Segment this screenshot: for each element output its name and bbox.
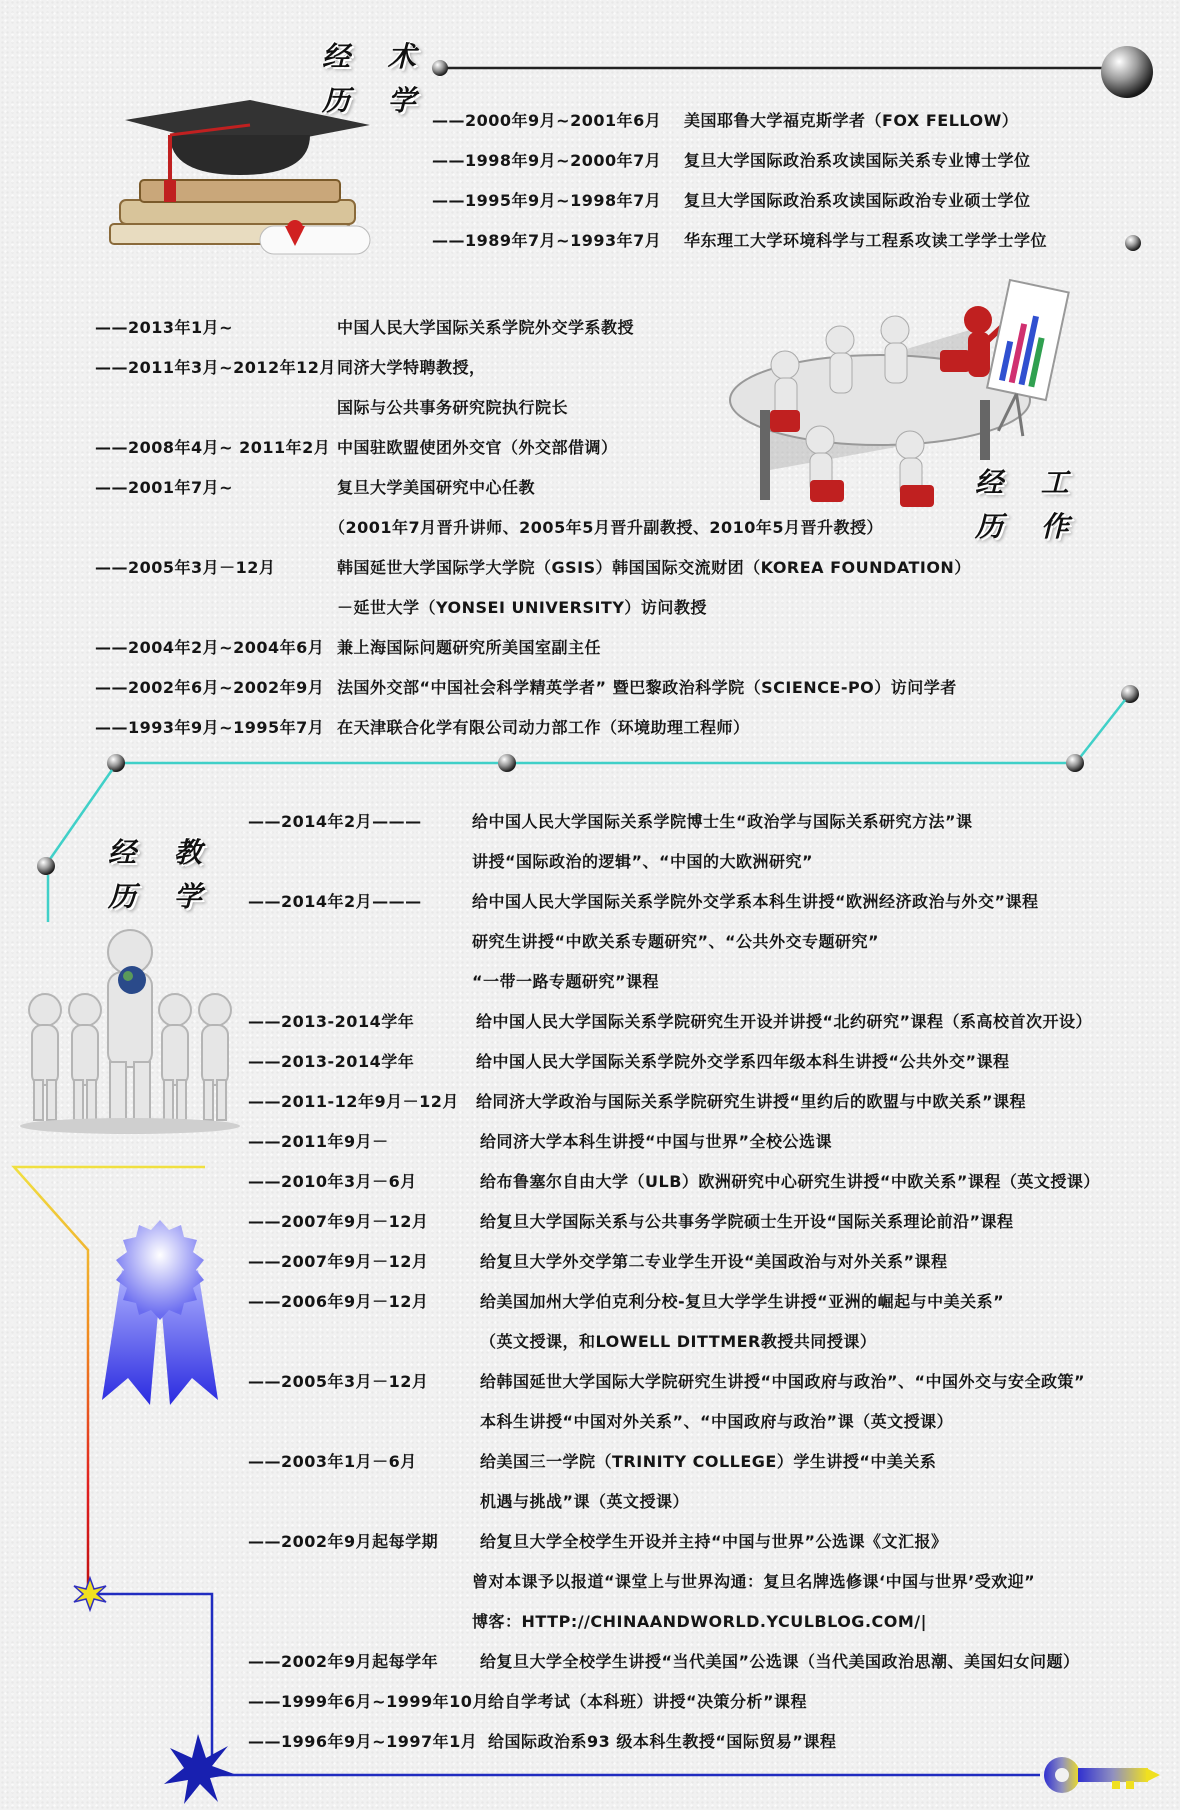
- teaching-text: 给同济大学本科生讲授“中国与世界”全校公选课: [480, 1132, 833, 1151]
- work-date: ——2002年6月~2002年9月: [95, 678, 325, 697]
- work-text: （2001年7月晋升讲师、2005年5月晋升副教授、2010年5月晋升教授）: [329, 518, 883, 537]
- academic-title-bottom: 历 学: [322, 84, 430, 117]
- teaching-date: ——2007年9月－12月: [248, 1212, 429, 1231]
- teaching-text: 给美国加州大学伯克利分校-复旦大学学生讲授“亚洲的崛起与中美关系”: [480, 1292, 1005, 1311]
- work-text: 兼上海国际问题研究所美国室副主任: [337, 638, 602, 657]
- teaching-date: ——2014年2月———: [248, 812, 422, 831]
- teaching-date: ——2011年9月－: [248, 1132, 389, 1151]
- work-title-top: 经 工: [975, 466, 1083, 499]
- top-ball-icon: [1101, 46, 1153, 98]
- academic-text: 华东理工大学环境科学与工程系攻读工学学士学位: [684, 231, 1048, 250]
- teaching-date: ——2014年2月———: [248, 892, 422, 911]
- teaching-date: ——2002年9月起每学年: [248, 1652, 439, 1671]
- teaching-text: 给布鲁塞尔自由大学（ULB）欧洲研究中心研究生讲授“中欧关系”课程（英文授课）: [480, 1172, 1100, 1191]
- teaching-date: ——2006年9月－12月: [248, 1292, 429, 1311]
- work-text: 同济大学特聘教授，: [337, 358, 486, 377]
- work-date: ——2013年1月~: [95, 318, 234, 337]
- teaching-date: ——2002年9月起每学期: [248, 1532, 439, 1551]
- teaching-date: ——1999年6月~1999年10月: [248, 1692, 489, 1711]
- teaching-text: 机遇与挑战”课（英文授课）: [480, 1492, 690, 1511]
- teaching-text: 给复旦大学全校学生讲授“当代美国”公选课（当代美国政治思潮、美国妇女问题）: [480, 1652, 1080, 1671]
- work-date: ——2005年3月－12月: [95, 558, 276, 577]
- work-text: －延世大学（YONSEI UNIVERSITY）访问教授: [337, 598, 707, 617]
- teaching-text: 给同济大学政治与国际关系学院研究生讲授“里约后的欧盟与中欧关系”课程: [476, 1092, 1027, 1111]
- people-globe-icon: [20, 930, 240, 1134]
- teaching-text: 给美国三一学院（TRINITY COLLEGE）学生讲授“中美关系: [480, 1452, 937, 1471]
- academic-date: ——2000年9月~2001年6月: [432, 111, 662, 130]
- teaching-text: 给复旦大学外交学第二专业学生开设“美国政治与对外关系”课程: [480, 1252, 948, 1271]
- teaching-text: 给中国人民大学国际关系学院外交学系本科生讲授“欧洲经济政治与外交”课程: [472, 892, 1039, 911]
- key-icon: [1044, 1757, 1160, 1793]
- teaching-text: 给中国人民大学国际关系学院外交学系四年级本科生讲授“公共外交”课程: [476, 1052, 1010, 1071]
- work-title-bottom: 历 作: [975, 510, 1083, 543]
- teaching-date: ——2003年1月－6月: [248, 1452, 417, 1471]
- award-ribbon-icon: [102, 1220, 218, 1405]
- work-text: 韩国延世大学国际学大学院（GSIS）韩国国际交流财团（KOREA FOUNDATION）: [337, 558, 971, 577]
- teaching-text: 研究生讲授“中欧关系专题研究”、“公共外交专题研究”: [472, 932, 880, 951]
- teaching-date: ——2013-2014学年: [248, 1052, 415, 1071]
- academic-date: ——1995年9月~1998年7月: [432, 191, 662, 210]
- academic-date: ——1998年9月~2000年7月: [432, 151, 662, 170]
- teaching-text: 给中国人民大学国际关系学院博士生“政治学与国际关系研究方法”课: [472, 812, 973, 831]
- teaching-text: 讲授“国际政治的逻辑”、“中国的大欧洲研究”: [472, 852, 814, 871]
- teaching-title-top: 经 教: [108, 836, 216, 869]
- work-text: 国际与公共事务研究院执行院长: [337, 398, 569, 417]
- teaching-text: 给复旦大学国际关系与公共事务学院硕士生开设“国际关系理论前沿”课程: [480, 1212, 1014, 1231]
- teaching-text: 给复旦大学全校学生开设并主持“中国与世界”公选课《文汇报》: [480, 1532, 948, 1551]
- academic-text: 复旦大学国际政治系攻读国际关系专业博士学位: [684, 151, 1031, 170]
- teaching-text: （英文授课，和LOWELL DITTMER教授共同授课）: [480, 1332, 877, 1351]
- teaching-date: ——2013-2014学年: [248, 1012, 415, 1031]
- teaching-text: 给自学考试（本科班）讲授“决策分析”课程: [488, 1692, 808, 1711]
- work-date: ——2004年2月~2004年6月: [95, 638, 325, 657]
- teaching-date: ——2010年3月－6月: [248, 1172, 417, 1191]
- graduation-cap-icon: [110, 100, 370, 254]
- work-text: 中国驻欧盟使团外交官（外交部借调）: [337, 438, 618, 457]
- teaching-date: ——2007年9月－12月: [248, 1252, 429, 1271]
- work-date: ——2011年3月~2012年12月: [95, 358, 336, 377]
- work-text: 中国人民大学国际关系学院外交学系教授: [337, 318, 635, 337]
- teaching-text: 给中国人民大学国际关系学院研究生开设并讲授“北约研究”课程（系高校首次开设）: [476, 1012, 1093, 1031]
- teaching-text: 给韩国延世大学国际大学院研究生讲授“中国政府与政治”、“中国外交与安全政策”: [480, 1372, 1086, 1391]
- work-text: 法国外交部“中国社会科学精英学者” 暨巴黎政治科学院（SCIENCE-PO）访问学者: [337, 678, 957, 697]
- academic-title-top: 经 术: [322, 40, 430, 73]
- teaching-text: 博客：HTTP://CHINAANDWORLD.YCULBLOG.COM/|: [472, 1612, 927, 1631]
- academic-text: 复旦大学国际政治系攻读国际政治专业硕士学位: [684, 191, 1031, 210]
- teaching-date: ——2005年3月－12月: [248, 1372, 429, 1391]
- teaching-date: ——1996年9月~1997年1月: [248, 1732, 478, 1751]
- work-date: ——2008年4月~ 2011年2月: [95, 438, 331, 457]
- star-burst-icon: [164, 1734, 234, 1804]
- teaching-title-bottom: 历 学: [108, 880, 216, 913]
- teaching-text: 给国际政治系93 级本科生教授“国际贸易”课程: [488, 1732, 837, 1751]
- teaching-date: ——2011-12年9月－12月: [248, 1092, 459, 1111]
- work-text: 在天津联合化学有限公司动力部工作（环境助理工程师）: [337, 718, 750, 737]
- teaching-text: 曾对本课予以报道“课堂上与世界沟通：复旦名牌选修课‘中国与世界’受欢迎”: [472, 1572, 1036, 1591]
- academic-text: 美国耶鲁大学福克斯学者（FOX FELLOW）: [684, 111, 1019, 130]
- teaching-text: 本科生讲授“中国对外关系”、“中国政府与政治”课（英文授课）: [480, 1412, 954, 1431]
- teaching-text: “一带一路专题研究”课程: [472, 972, 660, 991]
- work-text: 复旦大学美国研究中心任教: [337, 478, 536, 497]
- work-date: ——2001年7月~: [95, 478, 234, 497]
- work-date: ——1993年9月~1995年7月: [95, 718, 325, 737]
- academic-date: ——1989年7月~1993年7月: [432, 231, 662, 250]
